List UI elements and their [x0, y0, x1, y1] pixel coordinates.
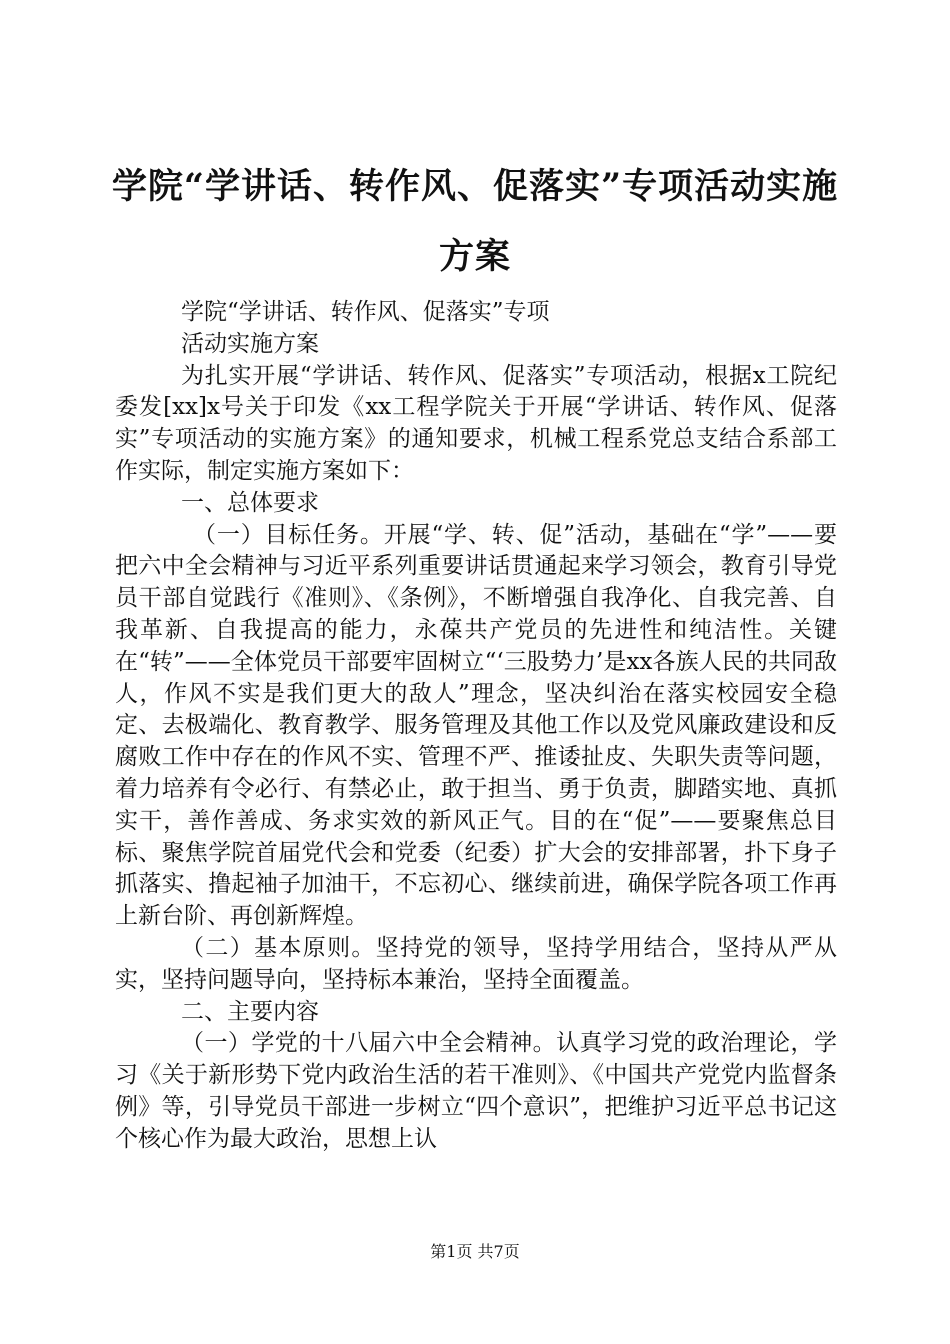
document-body	[115, 297, 837, 1156]
page-footer: 第1页 共7页	[430, 1242, 520, 1261]
section-heading-general-requirements: 一、总体要求	[181, 489, 319, 516]
paragraph-goals-tasks: （一）目标任务。开展“学、转、促”活动，基础在“学”——要把六中全会精神与习近平系列重要讲话贯通起来学习领会，教育引导党员干部自觉践行《准则》、《条例》，不断增强自我净化、自我完善、自我革新、自我提高的能力，永葆共产党员的先进性和纯洁性。关键在“转”——全体党员干部要牢固树立“‘三股势力’是xx各族人民的共同敌人，作风不实是我们更大的敌人”理念，坚决纠治在落实校园安全稳定、去极端化、教育教学、服务管理及其他工作以及党风廉政建设和反腐败工作中存在的作风不实、管理不严、推诿扯皮、失职失责等问题，着力培养有令必行、有禁必止，敢于担当、勇于负责，脚踏实地、真抓实干，善作善成、务求实效的新风正气。目的在“促”——要聚焦总目标、聚焦学院首届党代会和党委（纪委）扩大会的安排部署，扑下身子抓落实、撸起袖子加油干，不忘初心、继续前进，确保学院各项工作再上新台阶、再创新辉煌。	[115, 521, 837, 930]
document-title: 学院“学讲话、转作风、促落实”专项活动实施方案	[111, 166, 839, 277]
paragraph-study-plenum: （一）学党的十八届六中全会精神。认真学习党的政治理论，学习《关于新形势下党内政治生活的若干准则》、《中国共产党党内监督条例》等，引导党员干部进一步树立“四个意识”，把维护习近平总书记这个核心作为最大政治，思想上认	[115, 1030, 837, 1152]
paragraph-basic-principles: （二）基本原则。坚持党的领导，坚持学用结合，坚持从严从实，坚持问题导向，坚持标本兼治，坚持全面覆盖。	[115, 934, 837, 993]
subtitle-line-2: 活动实施方案	[181, 330, 319, 357]
section-heading-main-content: 二、主要内容	[181, 998, 319, 1025]
intro-paragraph: 为扎实开展“学讲话、转作风、促落实”专项活动，根据x工院纪委发[xx]x号关于印发《xx工程学院关于开展“学讲话、转作风、促落实”专项活动的实施方案》的通知要求，机械工程系党总支结合系部工作实际，制定实施方案如下：	[115, 362, 837, 484]
subtitle-line-1: 学院“学讲话、转作风、促落实”专项	[181, 299, 550, 325]
